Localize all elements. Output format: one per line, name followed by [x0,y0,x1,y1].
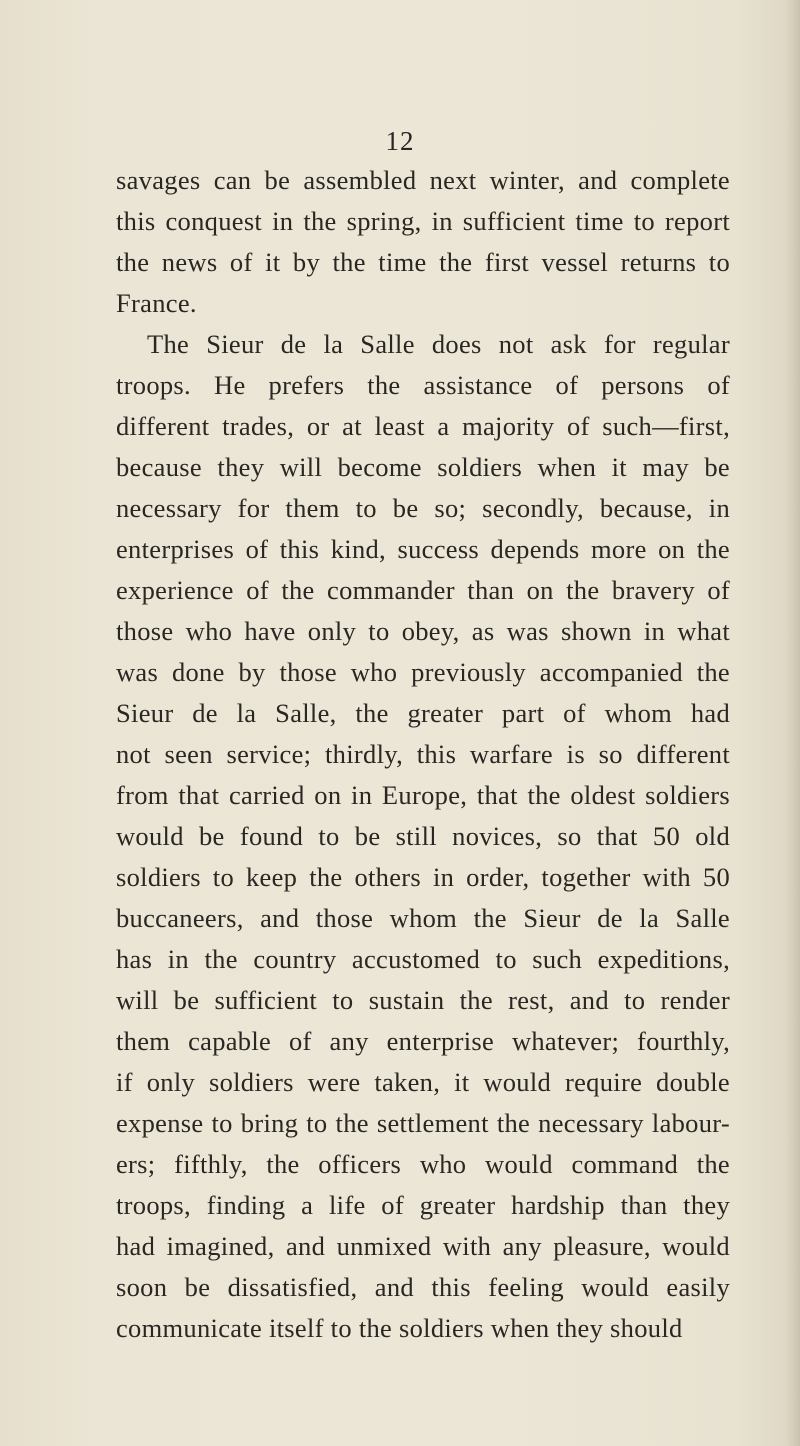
text-line: has in the country accustomed to such expeditions, [116,944,730,974]
text-line: troops. He prefers the assistance of persons of [116,370,730,400]
text-line: France. [116,288,197,318]
text-line: because they will become soldiers when it may be [116,452,730,482]
text-line: those who have only to obey, as was shown in what [116,616,730,646]
text-line: soldiers to keep the others in order, together with 50 [116,862,730,892]
text-line: from that carried on in Europe, that the oldest soldiers [116,780,730,810]
text-line: necessary for them to be so; secondly, because, in [116,493,730,523]
text-line: enterprises of this kind, success depends more on the [116,534,730,564]
text-line: different trades, or at least a majority of such—first, [116,411,730,441]
text-line: was done by those who previously accompanied the [116,657,730,687]
text-line: experience of the commander than on the bravery of [116,575,730,605]
text-line: if only soldiers were taken, it would require double [116,1067,730,1097]
text-line: would be found to be still novices, so that 50 old [116,821,730,851]
page-number: 12 [385,126,415,156]
text-line: buccaneers, and those whom the Sieur de la Salle [116,903,730,933]
text-line: soon be dissatisfied, and this feeling would easily [116,1272,730,1302]
text-line: savages can be assembled next winter, and complete [116,165,730,195]
text-line: the news of it by the time the first vessel returns to [116,247,730,277]
text-line: this conquest in the spring, in sufficient time to report [116,206,730,236]
text-line: troops, finding a life of greater hardship than they [116,1190,730,1220]
text-line: had imagined, and unmixed with any pleasure, would [116,1231,730,1261]
text-line: will be sufficient to sustain the rest, and to render [116,985,730,1015]
text-line: not seen service; thirdly, this warfare is so different [116,739,730,769]
text-line: Sieur de la Salle, the greater part of whom had [116,698,730,728]
paragraph-start-line: The Sieur de la Salle does not ask for regular [147,329,730,359]
text-line: expense to bring to the settlement the necessary labour- [116,1108,730,1138]
text-line: them capable of any enterprise whatever; fourthly, [116,1026,730,1056]
text-line: communicate itself to the soldiers when they should [116,1313,683,1343]
page-edge-shadow [786,0,800,1446]
text-line: ers; fifthly, the officers who would command the [116,1149,730,1179]
